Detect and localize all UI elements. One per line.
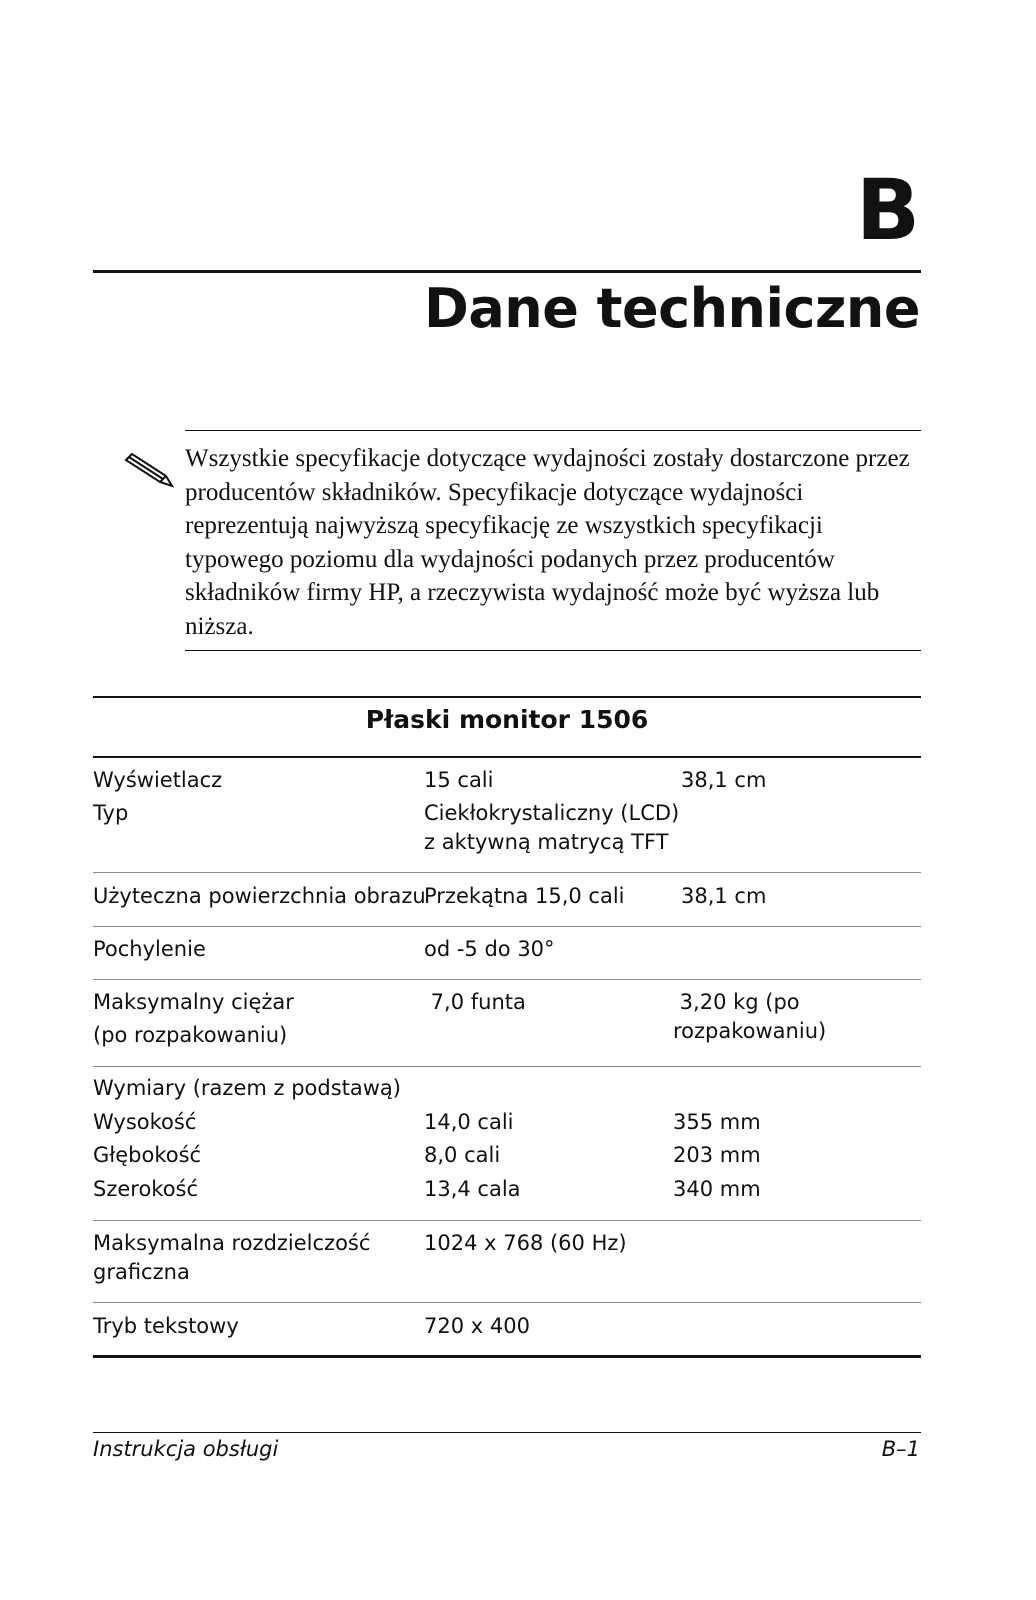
spec-label: Wymiary (razem z podstawą) (93, 1076, 401, 1100)
spec-value-metric: 340 mm (673, 1177, 761, 1201)
spec-value-imperial: od -5 do 30° (424, 937, 555, 961)
spec-label: Typ (93, 801, 129, 825)
spec-label: Głębokość (93, 1143, 202, 1167)
spec-label: graficzna (93, 1260, 190, 1284)
spec-label: Szerokość (93, 1177, 199, 1201)
spec-value-imperial: 15 cali (424, 768, 494, 792)
footer-manual-title: Instrukcja obsługi (93, 1437, 279, 1461)
note-text: Wszystkie specyfikacje dotyczące wydajności zostały dostarczone przez producentów składników. Specyfikacje dotyczące wydajności reprezentują najwyższą specyfikację ze wszystkich specyfikacji typowego poziomu dla wydajności podanych przez producentów składników firmy HP, a rzeczywista wydajność może być wyższa lub niższa. (185, 445, 910, 640)
chapter-title: Dane techniczne (424, 277, 920, 340)
spec-label: Maksymalna rozdzielczość (93, 1231, 371, 1255)
row-divider (93, 872, 921, 873)
spec-value-metric: rozpakowaniu) (673, 1019, 827, 1043)
row-divider (93, 1302, 921, 1303)
pencil-note-icon (120, 446, 180, 490)
spec-value-imperial: 14,0 cali (424, 1110, 514, 1134)
spec-value-imperial: 7,0 funta (424, 990, 526, 1014)
spec-value-imperial: Ciekłokrystaliczny (LCD) (424, 801, 680, 825)
chapter-letter: B (855, 161, 920, 259)
table-top-rule (93, 696, 921, 698)
chapter-divider (93, 270, 921, 273)
row-divider (93, 979, 921, 980)
row-divider (93, 1220, 921, 1221)
spec-value-metric: 203 mm (673, 1143, 761, 1167)
spec-value-metric: 38,1 cm (681, 884, 767, 908)
spec-label: Wyświetlacz (93, 768, 223, 792)
spec-value-imperial: Przekątna 15,0 cali (424, 884, 625, 908)
spec-value-imperial: 1024 x 768 (60 Hz) (424, 1231, 627, 1255)
spec-label: Wysokość (93, 1110, 197, 1134)
spec-label: Tryb tekstowy (93, 1314, 239, 1338)
spec-value-metric: 3,20 kg (po (673, 990, 800, 1014)
note-top-rule (185, 430, 921, 431)
footer-rule (93, 1432, 921, 1433)
spec-label: Maksymalny ciężar (93, 990, 294, 1014)
table-title: Płaski monitor 1506 (365, 705, 649, 734)
spec-value-imperial: z aktywną matrycą TFT (424, 830, 669, 854)
spec-value-imperial: 720 x 400 (424, 1314, 530, 1338)
spec-label: Użyteczna powierzchnia obrazu (93, 884, 426, 908)
table-bottom-rule (93, 1355, 921, 1358)
spec-label: (po rozpakowaniu) (93, 1023, 288, 1047)
spec-value-metric: 38,1 cm (681, 768, 767, 792)
row-divider (93, 1066, 921, 1067)
footer-page-number: B–1 (881, 1437, 920, 1461)
spec-value-imperial: 13,4 cala (424, 1177, 521, 1201)
table-header-rule (93, 756, 921, 758)
spec-value-imperial: 8,0 cali (424, 1143, 501, 1167)
spec-value-metric: 355 mm (673, 1110, 761, 1134)
row-divider (93, 926, 921, 927)
note-bottom-rule (185, 650, 921, 651)
spec-label: Pochylenie (93, 937, 206, 961)
